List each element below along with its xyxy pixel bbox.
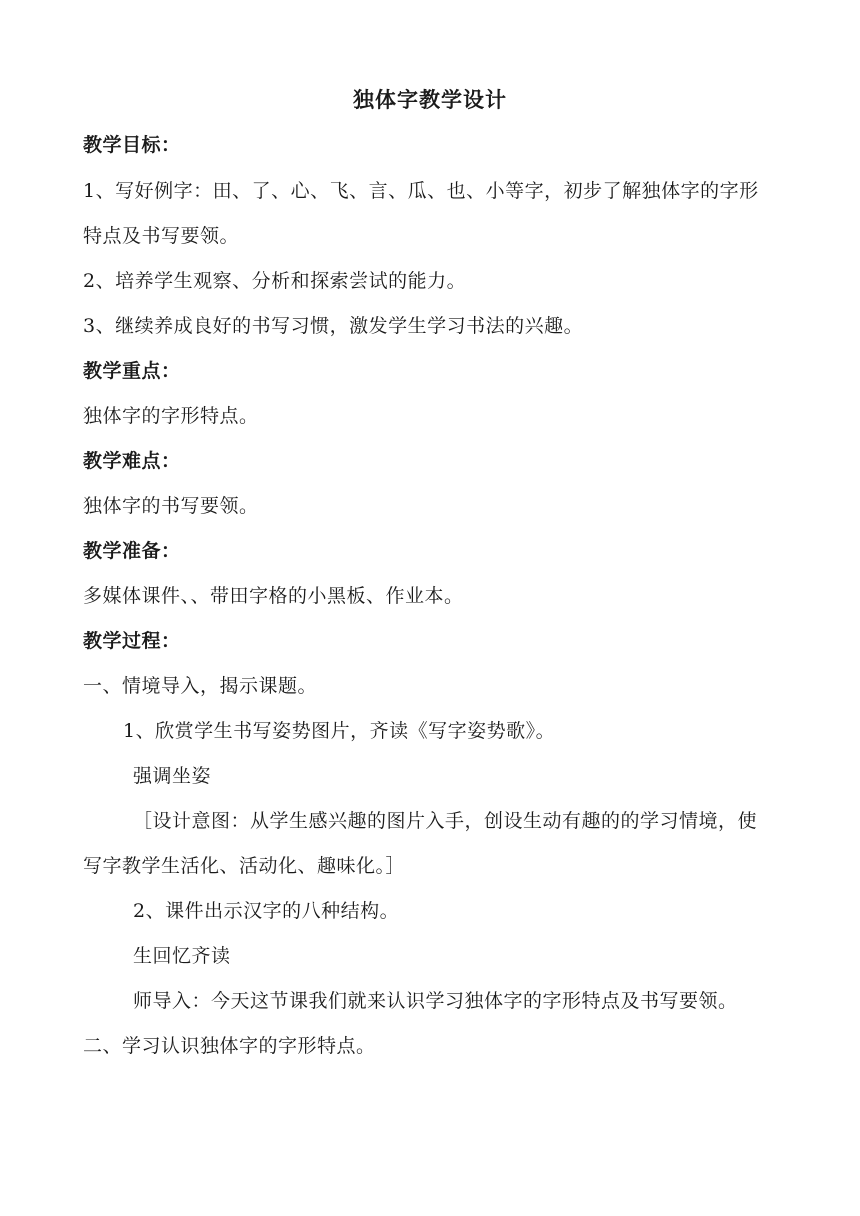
objective-2: 2、培养学生观察、分析和探索尝试的能力。 xyxy=(83,270,467,292)
key-points-text: 独体字的字形特点。 xyxy=(83,405,259,427)
preparation-text: 多媒体课件、、带田字格的小黑板、作业本。 xyxy=(83,585,464,607)
step-2: 2、课件出示汉字的八种结构。 xyxy=(133,900,400,922)
section-2-heading: 二、学习认识独体字的字形特点。 xyxy=(83,1035,376,1057)
objective-1-line-1: 1、写好例字：田、了、心、飞、言、瓜、也、小等字，初步了解独体字的字形 xyxy=(83,180,759,202)
step-2-note: 生回忆齐读 xyxy=(133,945,231,967)
step-1-note: 强调坐姿 xyxy=(133,765,212,787)
difficulties-text: 独体字的书写要领。 xyxy=(83,495,259,517)
process-heading: 教学过程： xyxy=(83,630,181,652)
step-1: 1、欣赏学生书写姿势图片，齐读《写字姿势歌》。 xyxy=(123,720,556,742)
preparation-heading: 教学准备： xyxy=(83,540,181,562)
difficulties-heading: 教学难点： xyxy=(83,450,181,472)
design-intent-line-1: ［设计意图：从学生感兴趣的图片入手，创设生动有趣的的学习情境，使 xyxy=(133,810,758,832)
objective-1-line-2: 特点及书写要领。 xyxy=(83,225,240,247)
design-intent-line-2: 写字教学生活化、活动化、趣味化。］ xyxy=(83,855,406,877)
key-points-heading: 教学重点： xyxy=(83,360,181,382)
teacher-intro: 师导入：今天这节课我们就来认识学习独体字的字形特点及书写要领。 xyxy=(133,990,738,1012)
objective-3: 3、继续养成良好的书写习惯，激发学生学习书法的兴趣。 xyxy=(83,315,584,337)
document-title: 独体字教学设计 xyxy=(353,87,507,112)
objectives-heading: 教学目标： xyxy=(83,134,181,156)
section-1-heading: 一、情境导入，揭示课题。 xyxy=(83,675,318,697)
